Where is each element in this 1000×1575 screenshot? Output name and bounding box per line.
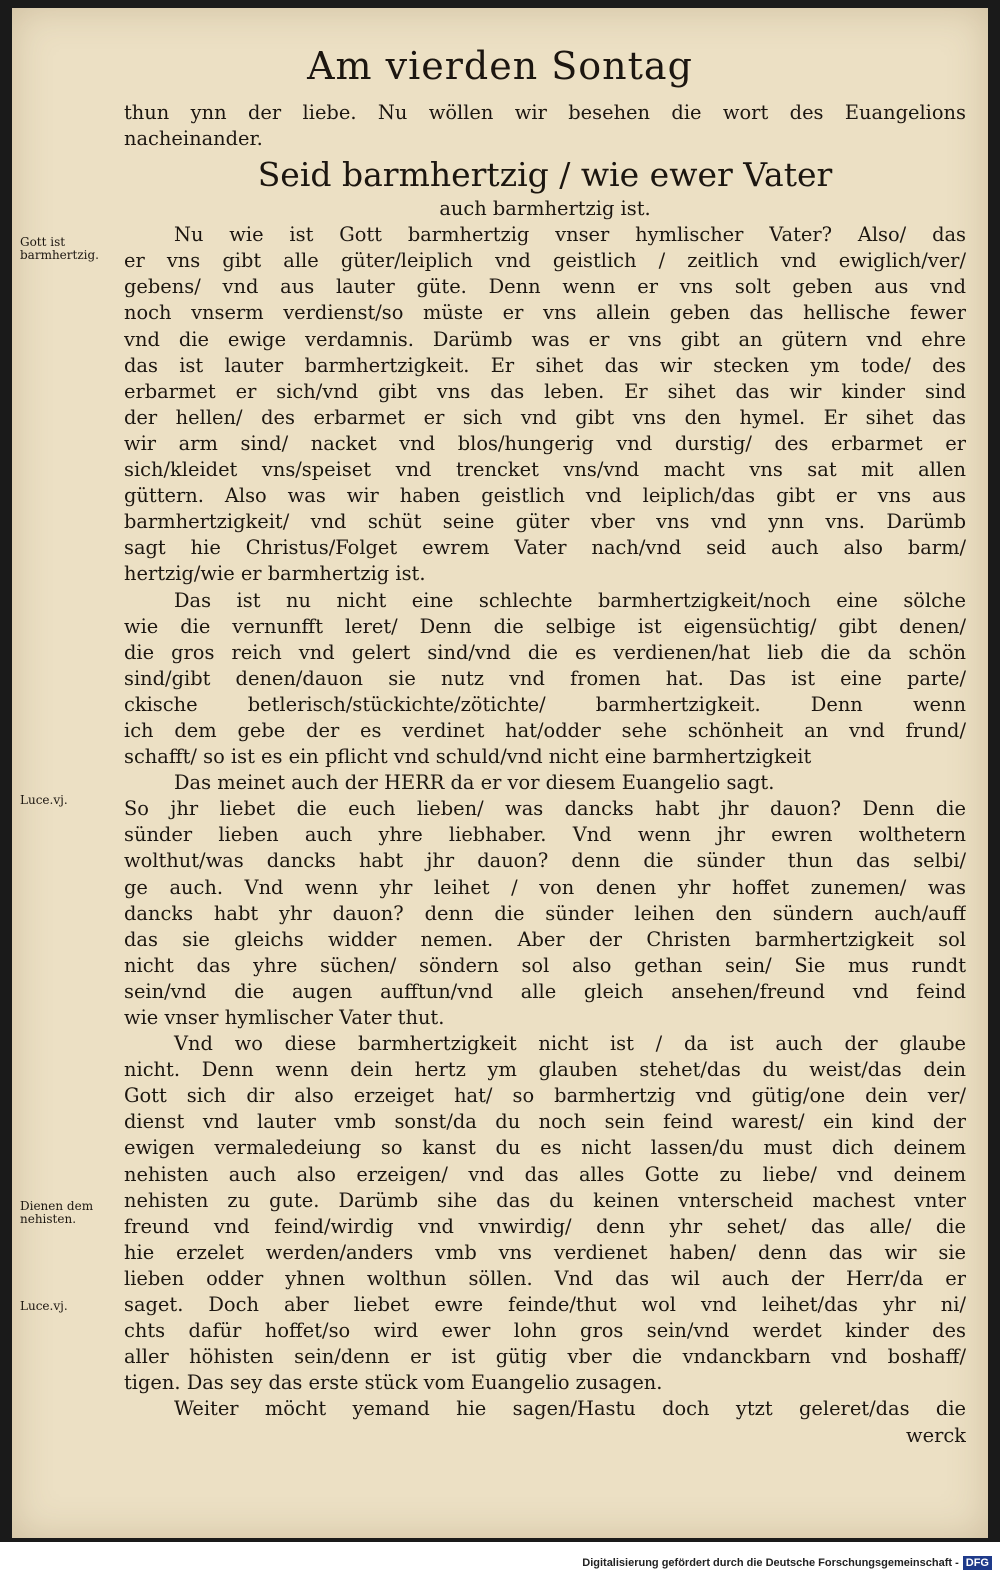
dfg-logo: DFG: [963, 1556, 992, 1570]
text-line: Das ist nu nicht eine schlechte barmhertzigkeit/noch eine sölche: [174, 588, 966, 612]
text-line: sind/gibt denen/dauon sie nutz vnd fromen hat. Das ist eine parte/: [124, 666, 966, 690]
text-line: Nu wie ist Gott barmhertzig vnser hymlischer Vater? Also/ das: [174, 223, 966, 247]
text-line: freund vnd feind/wirdig vnd vnwirdig/ denn yhr sehet/ das alle/ die: [124, 1214, 966, 1238]
text-line: Das meinet auch der HERR da er vor diesem Euangelio sagt.: [174, 771, 775, 795]
text-line: das sie gleichs widder nemen. Aber der Christen barmhertzigkeit sol: [124, 927, 966, 951]
text-line: er vns gibt alle güter/leiplich vnd geistlich / zeitlich vnd ewiglich/ver/: [124, 249, 966, 273]
text-line: lieben odder yhnen wolthun söllen. Vnd das wil auch der Herr/da er: [124, 1266, 966, 1290]
body-text: [124, 100, 966, 1449]
text-line: ge auch. Vnd wenn yhr leihet / von denen yhr hoffet zunemen/ was: [124, 875, 966, 899]
text-line: dancks habt yhr dauon? denn die sünder leihen den sündern auch/auff: [124, 901, 966, 925]
text-line: aller höhisten sein/denn er ist gütig vber die vndanckbarn vnd boshaff/: [124, 1345, 966, 1369]
running-header: Am vierden Sontag: [307, 44, 693, 88]
text-line: barmhertzigkeit/ vnd schüt seine güter vber vns vnd ynn vns. Darümb: [124, 510, 966, 534]
text-line: tigen. Das sey das erste stück vom Euangelio zusagen.: [124, 1371, 663, 1395]
text-line: ewigen vermaledeiung so kanst du es nicht lassen/du must dich deinem: [124, 1136, 966, 1160]
text-line: dienst vnd lauter vmb sonst/da du noch sein feind warest/ ein kind der: [124, 1110, 966, 1134]
text-line: das ist lauter barmhertzigkeit. Er sihet das wir stecken ym tode/ des: [124, 353, 966, 377]
text-line: nehisten auch also erzeigen/ vnd das alles Gotte zu liebe/ vnd deinem: [124, 1162, 966, 1186]
text-line: sagt hie Christus/Folget ewrem Vater nach/vnd seid auch also barm/: [124, 536, 966, 560]
credit-text: Digitalisierung gefördert durch die Deutsche Forschungsgemeinschaft -: [582, 1557, 959, 1569]
text-line: erbarmet er sich/vnd gibt vns das leben. Er sihet das wir kinder sind: [124, 379, 966, 403]
margin-note: Luce.vj.: [20, 1299, 68, 1313]
margin-note: Luce.vj.: [20, 793, 68, 807]
section-subheading: auch barmhertzig ist.: [439, 197, 651, 221]
margin-note: Gott ist barmhertzig.: [20, 235, 99, 262]
text-line: thun ynn der liebe. Nu wöllen wir besehen die wort des Euangelions: [124, 101, 966, 124]
text-line: wie vnser hymlischer Vater thut.: [124, 1006, 445, 1029]
text-line: So jhr liebet die euch lieben/ was dancks habt jhr dauon? Denn die: [124, 797, 966, 821]
text-line: sünder lieben auch yhre liebhaber. Vnd wenn jhr ewren wolthetern: [124, 823, 966, 847]
text-line: güttern. Also was wir haben geistlich vnd leiplich/das gibt er vns aus: [124, 484, 966, 508]
text-line: nacheinander.: [124, 127, 263, 151]
book-page: [12, 8, 988, 1538]
text-line: saget. Doch aber liebet ewre feinde/thut wol vnd leihet/das yhr ni/: [124, 1293, 966, 1317]
text-line: der hellen/ des erbarmet er sich vnd gibt vns den hymel. Er sihet das: [124, 405, 966, 429]
digitization-credit: [582, 1557, 992, 1569]
text-line: wir arm sind/ nacket vnd blos/hungerig vnd durstig/ des erbarmet er: [124, 431, 966, 455]
text-line: chts dafür hoffet/so wird ewer lohn gros sein/vnd werdet kinder des: [124, 1319, 966, 1343]
text-line: hie erzelet werden/anders vmb vns verdienet haben/ denn das wir sie: [124, 1240, 966, 1264]
text-line: sein/vnd die augen aufftun/vnd alle gleich ansehen/freund vnd feind: [124, 979, 966, 1003]
text-line: schafft/ so ist es ein pflicht vnd schuld/vnd nicht eine barmhertzigkeit: [124, 745, 812, 769]
text-line: Gott sich dir also erzeiget hat/ so barmhertzig vnd gütig/one dein ver/: [124, 1084, 966, 1108]
text-line: nehisten zu gute. Darümb sihe das du keinen vnterscheid machest vnter: [124, 1188, 966, 1212]
margin-note: Dienen dem nehisten.: [20, 1199, 94, 1226]
text-line: vnd die ewige verdamnis. Darümb was er vns gibt an gütern vnd ehre: [124, 327, 966, 351]
text-line: ich dem gebe der es verdinet hat/odder sehe schönheit an vnd frund/: [124, 718, 966, 742]
text-line: ckische betlerisch/stückichte/zötichte/ barmhertzigkeit. Denn wenn: [124, 692, 966, 716]
text-line: wie die vernunfft leret/ Denn die selbige ist eigensüchtig/ gibt denen/: [124, 614, 966, 638]
text-line: nicht das yhre süchen/ söndern sol also gethan sein/ Sie mus rundt: [124, 953, 966, 977]
catchword: werck: [906, 1423, 966, 1447]
text-line: Vnd wo diese barmhertzigkeit nicht ist / da ist auch der glaube: [174, 1032, 966, 1056]
section-heading: Seid barmhertzig / wie ewer Vater: [257, 155, 833, 195]
text-line: noch vnserm verdienst/so müste er vns allein geben das hellische fewer: [124, 301, 966, 325]
text-line: Weiter möcht yemand hie sagen/Hastu doch ytzt geleret/das die: [174, 1397, 966, 1421]
text-line: sich/kleidet vns/speiset vnd trencket vns/vnd macht vns sat mit allen: [124, 458, 966, 482]
text-line: hertzig/wie er barmhertzig ist.: [124, 562, 426, 586]
text-line: die gros reich vnd gelert sind/vnd die es verdienen/hat lieb die da schön: [124, 640, 966, 664]
text-line: gebens/ vnd aus lauter güte. Denn wenn er vns solt geben aus vnd: [124, 275, 966, 299]
text-line: nicht. Denn wenn dein hertz ym glauben stehet/das du weist/das dein: [124, 1058, 966, 1082]
text-line: wolthut/was dancks habt jhr dauon? denn die sünder thun das selbi/: [124, 849, 966, 873]
